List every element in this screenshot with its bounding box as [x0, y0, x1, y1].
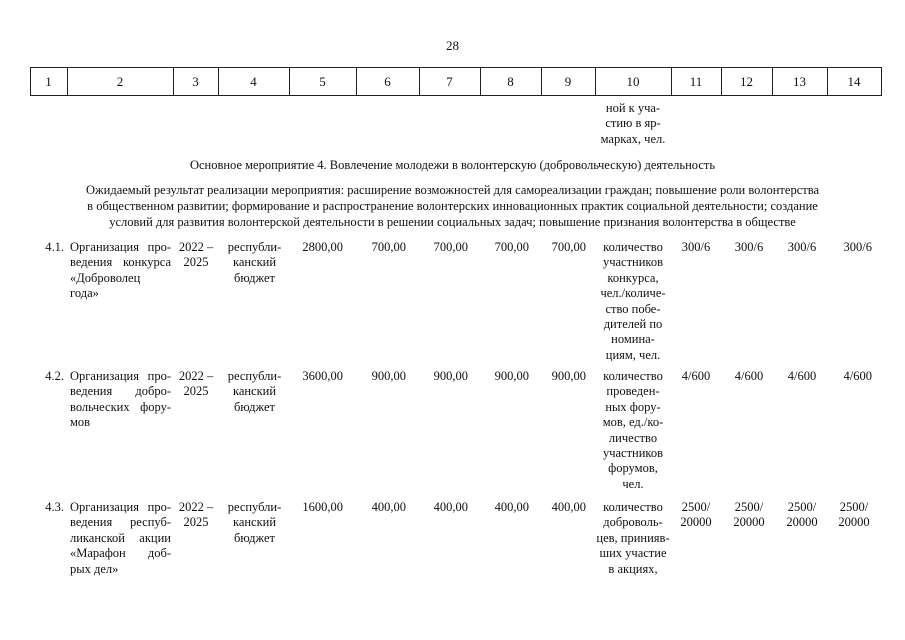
- indicator-line: дителей по: [603, 317, 663, 332]
- name-line: ведения респуб-: [70, 515, 171, 530]
- funding-source: [220, 369, 289, 415]
- indicator-line: ство побе-: [605, 301, 661, 316]
- indicator-line: доброволь-: [603, 515, 663, 530]
- amount-2022: 400,00: [371, 500, 406, 514]
- col-header-2: 2: [116, 74, 124, 89]
- col-header-8: 8: [507, 74, 514, 89]
- amount-2025: 900,00: [551, 369, 586, 383]
- col-header-10: 10: [626, 74, 640, 89]
- source-line: республи-: [227, 500, 282, 514]
- name-line: ведения добро-: [70, 384, 171, 399]
- target-col-12: [724, 500, 774, 531]
- expected-result-line: Ожидаемый результат реализации мероприятия: расширение возможностей для самореализации граждан; повышение роли волонтерства: [86, 183, 819, 197]
- amount-2024: 400,00: [494, 500, 529, 514]
- carryover-line: ной к уча-: [605, 101, 661, 115]
- indicator-line: номина-: [611, 332, 655, 347]
- target-col-14: [828, 500, 880, 531]
- target-line: 20000: [733, 515, 765, 530]
- activity-name: [70, 500, 171, 577]
- indicator-line: ших участие: [599, 546, 667, 561]
- period-line: 2025: [183, 255, 209, 270]
- target-col-14: 300/6: [843, 240, 872, 254]
- target-col-13: 4/600: [787, 369, 817, 383]
- name-line: «Марафон доб-: [70, 546, 171, 561]
- target-col-11: [672, 500, 720, 531]
- target-line: 2500/: [734, 500, 764, 514]
- indicator-line: количество: [603, 240, 663, 254]
- col-header-5: 5: [319, 74, 326, 89]
- col-header-3: 3: [192, 74, 199, 89]
- source-line: канский: [232, 255, 277, 270]
- target-line: 20000: [786, 515, 818, 530]
- name-line: Организация про-: [70, 500, 171, 514]
- total-amount: 3600,00: [302, 369, 343, 383]
- col-header-4: 4: [250, 74, 257, 89]
- col-header-1: 1: [45, 74, 52, 89]
- target-col-14: 4/600: [843, 369, 872, 383]
- indicator-line: цев, принияв-: [596, 530, 670, 545]
- section-heading: Основное мероприятие 4. Вовлечение молодежи в волонтерскую (добровольческую) деятельность: [189, 158, 716, 172]
- period: [173, 369, 219, 400]
- target-col-13: 300/6: [787, 240, 817, 254]
- indicator-line: мов, ед./ко-: [602, 415, 664, 430]
- indicator-line: участников: [602, 446, 664, 461]
- name-line: мов: [70, 415, 91, 430]
- period-line: 2022 –: [178, 240, 214, 254]
- column-number-header: [30, 67, 882, 96]
- amount-2023: 700,00: [433, 240, 468, 254]
- source-line: канский: [232, 515, 277, 530]
- source-line: бюджет: [234, 270, 275, 285]
- indicator-line: количество: [603, 500, 663, 514]
- indicator-line: чел.: [622, 476, 644, 491]
- target-line: 20000: [680, 515, 712, 530]
- indicator-line: форумов,: [608, 461, 658, 476]
- period-line: 2025: [183, 515, 209, 530]
- target-line: 2500/: [681, 500, 711, 514]
- source-line: республи-: [227, 240, 282, 254]
- expected-result-line: условий для развития волонтерской деятельности в решении социальных задач; повышение признания волонтерства в обществе: [109, 215, 796, 229]
- target-col-11: 300/6: [681, 240, 711, 254]
- carryover-line: марках, чел.: [600, 131, 666, 146]
- amount-2025: 700,00: [551, 240, 586, 254]
- source-line: бюджет: [234, 530, 275, 545]
- expected-result-line: в общественном развитии; формирование и распространение волонтерских инновационных практик социальной деятельности; создание: [87, 199, 818, 213]
- amount-2023: 900,00: [433, 369, 468, 383]
- name-line: Организация про-: [70, 369, 171, 383]
- indicator-line: конкурса,: [607, 270, 659, 285]
- page-number: 28: [446, 38, 459, 53]
- period-line: 2022 –: [178, 369, 214, 383]
- amount-2024: 700,00: [494, 240, 529, 254]
- activity-name: [70, 240, 171, 302]
- name-line: ведения конкурса: [70, 255, 171, 270]
- indicator-line: чел./количе-: [600, 286, 666, 301]
- period: [173, 240, 219, 271]
- source-line: бюджет: [234, 399, 275, 414]
- target-col-11: 4/600: [681, 369, 711, 383]
- amount-2025: 400,00: [551, 500, 586, 514]
- carryover-line: стию в яр-: [605, 116, 661, 131]
- name-line: года»: [70, 286, 99, 301]
- amount-2022: 900,00: [371, 369, 406, 383]
- target-col-12: 300/6: [734, 240, 764, 254]
- target-col-12: 4/600: [734, 369, 764, 383]
- indicator-line: в акциях,: [608, 561, 658, 576]
- name-line: Организация про-: [70, 240, 171, 254]
- row-number: 4.3.: [45, 500, 64, 514]
- period: [173, 500, 219, 531]
- period-line: 2025: [183, 384, 209, 399]
- col-divider: [881, 68, 882, 95]
- row-number: 4.2.: [45, 369, 64, 383]
- col-header-11: 11: [689, 74, 703, 89]
- indicator: [595, 240, 671, 363]
- name-line: «Доброволец: [70, 270, 141, 285]
- carryover-indicator: [595, 101, 671, 147]
- col-header-12: 12: [740, 74, 753, 89]
- funding-source: [220, 240, 289, 286]
- source-line: республи-: [227, 369, 282, 383]
- indicator: [595, 500, 671, 577]
- target-line: 20000: [838, 515, 870, 530]
- indicator-line: циям, чел.: [605, 347, 661, 362]
- indicator-line: ных фору-: [605, 399, 661, 414]
- total-amount: 1600,00: [302, 500, 343, 514]
- amount-2022: 700,00: [371, 240, 406, 254]
- activity-name: [70, 369, 171, 431]
- amount-2023: 400,00: [433, 500, 468, 514]
- indicator: [595, 369, 671, 492]
- indicator-line: участников: [602, 255, 664, 270]
- col-header-9: 9: [564, 74, 572, 89]
- name-line: ликанской акции: [70, 530, 171, 545]
- indicator-line: проведен-: [606, 384, 660, 399]
- indicator-line: личество: [608, 430, 658, 445]
- col-header-14: 14: [847, 74, 861, 89]
- source-line: канский: [232, 384, 277, 399]
- amount-2024: 900,00: [494, 369, 529, 383]
- col-header-6: 6: [384, 74, 391, 89]
- target-line: 2500/: [787, 500, 817, 514]
- period-line: 2022 –: [178, 500, 214, 514]
- target-col-13: [776, 500, 828, 531]
- name-line: вольческих фору-: [70, 399, 171, 414]
- row-number: 4.1.: [45, 240, 64, 254]
- col-header-13: 13: [793, 74, 806, 89]
- funding-source: [220, 500, 289, 546]
- indicator-line: количество: [603, 369, 663, 383]
- col-header-7: 7: [446, 74, 453, 89]
- total-amount: 2800,00: [302, 240, 343, 254]
- target-line: 2500/: [839, 500, 869, 514]
- name-line: рых дел»: [70, 561, 119, 576]
